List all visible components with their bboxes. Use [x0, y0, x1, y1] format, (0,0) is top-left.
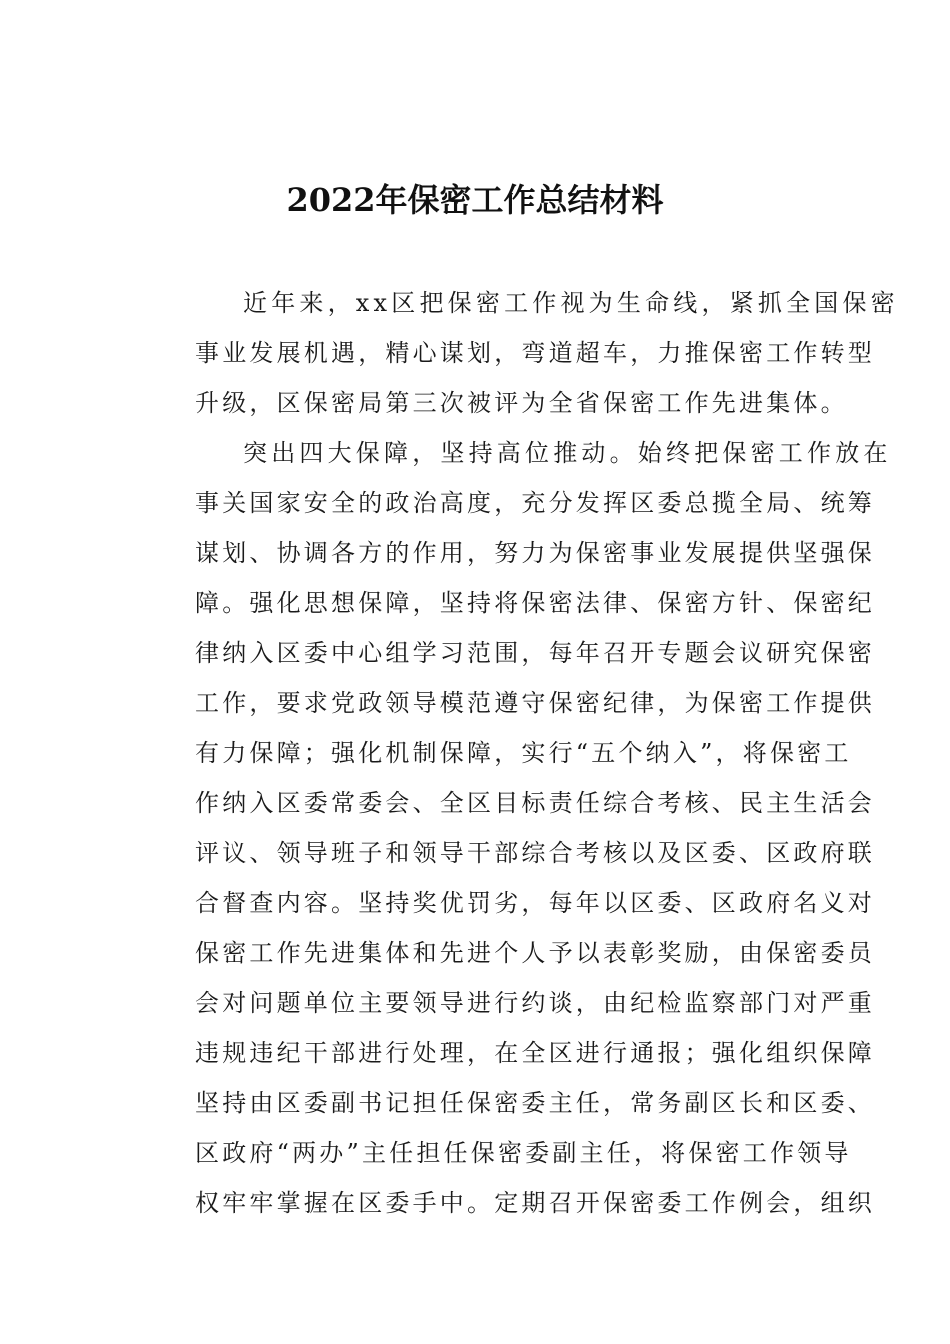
text-line: 工作，要求党政领导模范遵守保密纪律，为保密工作提供 [195, 689, 875, 717]
text-line: 升级，区保密局第三次被评为全省保密工作先进集体。 [195, 389, 848, 417]
text-line: 权牢牢掌握在区委手中。定期召开保密委工作例会，组织 [195, 1189, 875, 1217]
text-line: 谋划、协调各方的作用，努力为保密事业发展提供坚强保 [195, 539, 875, 567]
text-line: 事业发展机遇，精心谋划，弯道超车，力推保密工作转型 [195, 339, 875, 367]
paragraph-1 [147, 278, 899, 428]
text-line: 事关国家安全的政治高度，充分发挥区委总揽全局、统筹 [195, 489, 875, 517]
text-line: 保密工作先进集体和先进个人予以表彰奖励，由保密委员 [195, 939, 875, 967]
text-line: 障。强化思想保障，坚持将保密法律、保密方针、保密纪 [195, 589, 875, 617]
text-line: 区政府“两办”主任担任保密委副主任，将保密工作领导 [195, 1139, 852, 1167]
paragraph-2 [147, 428, 892, 1228]
text-line: 合督查内容。坚持奖优罚劣，每年以区委、区政府名义对 [195, 889, 875, 917]
text-line: 坚持由区委副书记担任保密委主任，常务副区长和区委、 [195, 1089, 875, 1117]
text-line: 突出四大保障，坚持高位推动。始终把保密工作放在 [243, 439, 892, 467]
text-line: 律纳入区委中心组学习范围，每年召开专题会议研究保密 [195, 639, 875, 667]
text-line: 有力保障；强化机制保障，实行“五个纳入”，将保密工 [195, 739, 852, 767]
text-line: 近年来，xx区把保密工作视为生命线，紧抓全国保密 [243, 289, 899, 317]
text-line: 评议、领导班子和领导干部综合考核以及区委、区政府联 [195, 839, 875, 867]
document-body [147, 278, 899, 1228]
text-line: 会对问题单位主要领导进行约谈，由纪检监察部门对严重 [195, 989, 875, 1017]
text-line: 作纳入区委常委会、全区目标责任综合考核、民主生活会 [195, 789, 875, 817]
text-line: 违规违纪干部进行处理，在全区进行通报；强化组织保障 [195, 1039, 875, 1067]
document-title: 2022年保密工作总结材料 [286, 181, 664, 219]
